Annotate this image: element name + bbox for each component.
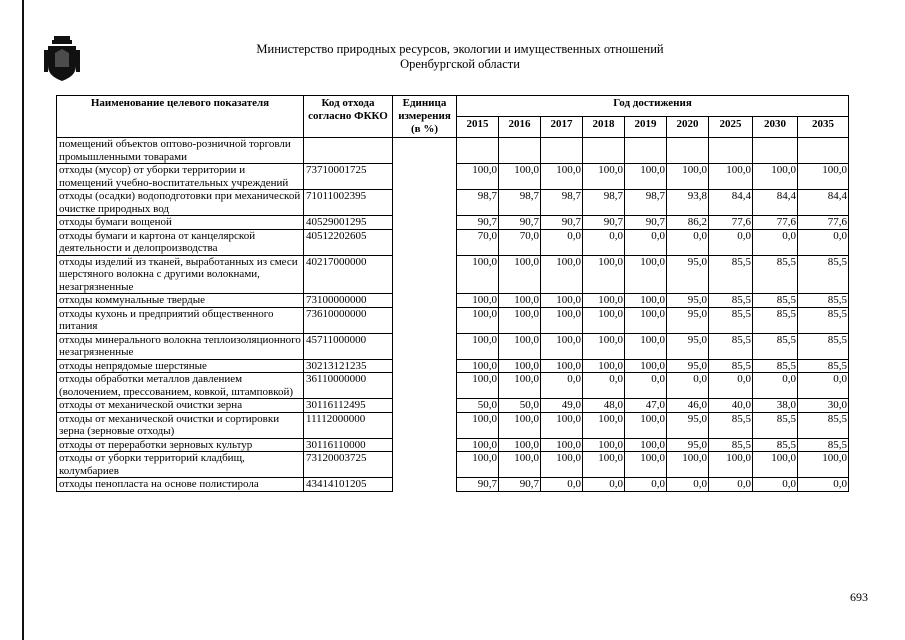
year-value: 0,0 <box>753 478 798 492</box>
year-value: 98,7 <box>499 190 541 216</box>
year-value: 100,0 <box>625 164 667 190</box>
year-value: 100,0 <box>541 294 583 308</box>
year-header: 2025 <box>709 117 753 138</box>
fkko-code: 71011002395 <box>304 190 393 216</box>
year-value: 85,5 <box>709 359 753 373</box>
col-header-name: Наименование целевого показателя <box>57 96 304 138</box>
year-value: 95,0 <box>667 255 709 294</box>
year-value: 100,0 <box>457 438 499 452</box>
unit-cell <box>393 399 457 413</box>
unit-cell <box>393 255 457 294</box>
year-value: 0,0 <box>667 478 709 492</box>
fkko-code <box>304 138 393 164</box>
year-value: 0,0 <box>541 229 583 255</box>
year-value <box>798 138 849 164</box>
year-value: 100,0 <box>499 452 541 478</box>
unit-cell <box>393 190 457 216</box>
year-value: 85,5 <box>798 255 849 294</box>
year-value: 100,0 <box>499 438 541 452</box>
year-header: 2016 <box>499 117 541 138</box>
year-value: 85,5 <box>798 438 849 452</box>
year-value: 100,0 <box>499 359 541 373</box>
indicator-name: отходы от механической очистки и сортировки зерна (зерновые отходы) <box>57 412 304 438</box>
year-value: 100,0 <box>583 333 625 359</box>
table-row <box>57 478 849 492</box>
year-value: 100,0 <box>499 333 541 359</box>
coat-of-arms-icon <box>44 36 80 82</box>
fkko-code: 40529001295 <box>304 216 393 230</box>
year-value: 40,0 <box>709 399 753 413</box>
indicator-name: отходы непрядомые шерстяные <box>57 359 304 373</box>
year-value: 100,0 <box>499 373 541 399</box>
unit-cell <box>393 438 457 452</box>
year-header: 2030 <box>753 117 798 138</box>
year-value: 85,5 <box>753 333 798 359</box>
year-value: 100,0 <box>499 412 541 438</box>
year-value: 90,7 <box>499 216 541 230</box>
year-value: 0,0 <box>753 229 798 255</box>
year-value: 84,4 <box>798 190 849 216</box>
fkko-code: 45711000000 <box>304 333 393 359</box>
year-value: 50,0 <box>499 399 541 413</box>
year-value: 95,0 <box>667 333 709 359</box>
year-value: 100,0 <box>625 333 667 359</box>
indicator-name: отходы минерального волокна теплоизоляционного незагрязненные <box>57 333 304 359</box>
year-value: 47,0 <box>625 399 667 413</box>
year-value: 95,0 <box>667 412 709 438</box>
col-header-code: Код отхода согласно ФККО <box>304 96 393 138</box>
year-value: 100,0 <box>667 164 709 190</box>
year-value: 90,7 <box>499 478 541 492</box>
table-row <box>57 164 849 190</box>
fkko-code: 40217000000 <box>304 255 393 294</box>
year-value: 100,0 <box>541 452 583 478</box>
year-value: 100,0 <box>583 294 625 308</box>
year-value: 0,0 <box>625 229 667 255</box>
year-value: 100,0 <box>625 438 667 452</box>
year-value: 100,0 <box>583 255 625 294</box>
year-value: 90,7 <box>541 216 583 230</box>
year-header: 2035 <box>798 117 849 138</box>
year-value: 95,0 <box>667 438 709 452</box>
table-row <box>57 138 849 164</box>
indicator-name: отходы бумаги и картона от канцелярской деятельности и делопроизводства <box>57 229 304 255</box>
year-value: 100,0 <box>709 164 753 190</box>
year-value: 70,0 <box>457 229 499 255</box>
year-value: 85,5 <box>798 307 849 333</box>
year-value: 100,0 <box>625 294 667 308</box>
year-value: 90,7 <box>625 216 667 230</box>
year-value: 85,5 <box>753 255 798 294</box>
year-value: 85,5 <box>709 438 753 452</box>
indicator-name: отходы от уборки территорий кладбищ, колумбариев <box>57 452 304 478</box>
year-value: 100,0 <box>798 452 849 478</box>
year-value: 0,0 <box>709 478 753 492</box>
year-value: 0,0 <box>709 373 753 399</box>
year-value: 0,0 <box>541 478 583 492</box>
col-header-year-group: Год достижения <box>457 96 849 117</box>
fkko-code: 30213121235 <box>304 359 393 373</box>
year-value: 85,5 <box>709 294 753 308</box>
year-value: 100,0 <box>541 307 583 333</box>
fkko-code: 11112000000 <box>304 412 393 438</box>
table-row <box>57 412 849 438</box>
unit-cell <box>393 359 457 373</box>
fkko-code: 30116110000 <box>304 438 393 452</box>
year-value: 85,5 <box>709 307 753 333</box>
year-value: 0,0 <box>583 229 625 255</box>
year-value: 100,0 <box>753 452 798 478</box>
table-row <box>57 399 849 413</box>
year-value: 85,5 <box>753 294 798 308</box>
year-value: 100,0 <box>499 307 541 333</box>
year-value: 98,7 <box>583 190 625 216</box>
year-value: 70,0 <box>499 229 541 255</box>
year-value: 85,5 <box>753 307 798 333</box>
year-value: 100,0 <box>457 333 499 359</box>
year-value: 95,0 <box>667 294 709 308</box>
year-value: 100,0 <box>709 452 753 478</box>
unit-cell <box>393 216 457 230</box>
indicator-name: отходы (мусор) от уборки территории и помещений учебно-воспитательных учреждений <box>57 164 304 190</box>
year-value: 98,7 <box>625 190 667 216</box>
table-row <box>57 294 849 308</box>
year-value <box>541 138 583 164</box>
year-value: 100,0 <box>625 412 667 438</box>
year-value: 85,5 <box>753 359 798 373</box>
year-value: 0,0 <box>541 373 583 399</box>
year-value: 100,0 <box>541 438 583 452</box>
year-value: 100,0 <box>541 255 583 294</box>
year-value: 95,0 <box>667 307 709 333</box>
indicator-name: отходы пенопласта на основе полистирола <box>57 478 304 492</box>
year-value: 98,7 <box>541 190 583 216</box>
year-value: 100,0 <box>583 359 625 373</box>
year-value: 100,0 <box>499 294 541 308</box>
table-row <box>57 255 849 294</box>
year-value: 100,0 <box>457 164 499 190</box>
indicator-name: помещений объектов оптово-розничной торговли промышленными товарами <box>57 138 304 164</box>
year-value: 100,0 <box>541 412 583 438</box>
year-value: 0,0 <box>798 478 849 492</box>
year-header: 2019 <box>625 117 667 138</box>
header-line-1: Министерство природных ресурсов, экологии и имущественных отношений <box>256 42 664 56</box>
ministry-header <box>210 42 710 72</box>
year-value: 50,0 <box>457 399 499 413</box>
year-value: 100,0 <box>583 412 625 438</box>
year-value: 84,4 <box>709 190 753 216</box>
year-value: 100,0 <box>583 452 625 478</box>
year-value: 100,0 <box>457 373 499 399</box>
table-row <box>57 333 849 359</box>
year-value <box>709 138 753 164</box>
fkko-code: 30116112495 <box>304 399 393 413</box>
year-value: 0,0 <box>667 373 709 399</box>
year-value: 100,0 <box>541 359 583 373</box>
year-value: 100,0 <box>457 359 499 373</box>
year-value: 85,5 <box>753 412 798 438</box>
year-value: 48,0 <box>583 399 625 413</box>
year-value: 77,6 <box>798 216 849 230</box>
indicator-name: отходы от переработки зерновых культур <box>57 438 304 452</box>
year-value: 86,2 <box>667 216 709 230</box>
unit-cell <box>393 412 457 438</box>
targets-table <box>56 95 849 492</box>
year-value: 85,5 <box>709 333 753 359</box>
fkko-code: 40512202605 <box>304 229 393 255</box>
year-value <box>499 138 541 164</box>
header-line-2: Оренбургской области <box>400 57 520 71</box>
year-value: 30,0 <box>798 399 849 413</box>
unit-cell <box>393 229 457 255</box>
year-value: 0,0 <box>583 373 625 399</box>
fkko-code: 73120003725 <box>304 452 393 478</box>
year-value: 100,0 <box>753 164 798 190</box>
year-header: 2018 <box>583 117 625 138</box>
indicator-name: отходы обработки металлов давлением (волочением, прессованием, ковкой, штамповкой) <box>57 373 304 399</box>
year-value: 85,5 <box>798 412 849 438</box>
indicator-name: отходы кухонь и предприятий общественного питания <box>57 307 304 333</box>
indicator-name: отходы (осадки) водоподготовки при механической очистке природных вод <box>57 190 304 216</box>
year-value: 0,0 <box>798 229 849 255</box>
year-value: 0,0 <box>753 373 798 399</box>
year-value: 98,7 <box>457 190 499 216</box>
table-row <box>57 190 849 216</box>
year-value <box>753 138 798 164</box>
year-value <box>457 138 499 164</box>
year-header: 2015 <box>457 117 499 138</box>
table-row <box>57 452 849 478</box>
indicator-name: отходы бумаги вощеной <box>57 216 304 230</box>
fkko-code: 73100000000 <box>304 294 393 308</box>
table-row <box>57 359 849 373</box>
table-row <box>57 229 849 255</box>
year-value: 100,0 <box>583 438 625 452</box>
year-value: 100,0 <box>457 412 499 438</box>
unit-cell <box>393 373 457 399</box>
year-value: 100,0 <box>499 255 541 294</box>
table-row <box>57 373 849 399</box>
year-value: 0,0 <box>667 229 709 255</box>
year-value: 90,7 <box>457 478 499 492</box>
unit-cell <box>393 478 457 492</box>
year-value: 84,4 <box>753 190 798 216</box>
table-row <box>57 307 849 333</box>
year-value: 85,5 <box>798 333 849 359</box>
year-value: 100,0 <box>457 255 499 294</box>
indicator-name: отходы от механической очистки зерна <box>57 399 304 413</box>
year-value: 95,0 <box>667 359 709 373</box>
indicator-name: отходы изделий из тканей, выработанных из смеси шерстяного волокна с другими волокнами, незагрязненные <box>57 255 304 294</box>
year-value: 100,0 <box>625 307 667 333</box>
year-value: 100,0 <box>625 255 667 294</box>
year-value: 100,0 <box>541 164 583 190</box>
year-value: 100,0 <box>583 307 625 333</box>
year-header: 2020 <box>667 117 709 138</box>
year-value: 85,5 <box>709 412 753 438</box>
year-value: 90,7 <box>583 216 625 230</box>
year-value: 0,0 <box>709 229 753 255</box>
year-value: 100,0 <box>457 307 499 333</box>
page-left-edge <box>22 0 24 640</box>
year-value: 38,0 <box>753 399 798 413</box>
unit-cell <box>393 294 457 308</box>
fkko-code: 43414101205 <box>304 478 393 492</box>
year-value: 100,0 <box>457 452 499 478</box>
fkko-code: 73610000000 <box>304 307 393 333</box>
year-value: 100,0 <box>583 164 625 190</box>
year-value: 100,0 <box>625 359 667 373</box>
unit-cell <box>393 452 457 478</box>
year-value: 0,0 <box>583 478 625 492</box>
year-value: 100,0 <box>499 164 541 190</box>
page-number: 693 <box>850 590 868 604</box>
unit-cell <box>393 333 457 359</box>
unit-cell <box>393 164 457 190</box>
year-value: 100,0 <box>541 333 583 359</box>
year-value: 85,5 <box>709 255 753 294</box>
unit-cell <box>393 138 457 164</box>
year-value: 85,5 <box>798 359 849 373</box>
year-value: 0,0 <box>625 373 667 399</box>
year-value: 100,0 <box>798 164 849 190</box>
year-value: 0,0 <box>798 373 849 399</box>
year-value: 93,8 <box>667 190 709 216</box>
year-value <box>625 138 667 164</box>
year-value: 85,5 <box>798 294 849 308</box>
fkko-code: 73710001725 <box>304 164 393 190</box>
year-value: 77,6 <box>709 216 753 230</box>
unit-cell <box>393 307 457 333</box>
year-value <box>667 138 709 164</box>
year-value: 49,0 <box>541 399 583 413</box>
table-row <box>57 438 849 452</box>
year-value: 0,0 <box>625 478 667 492</box>
year-value: 100,0 <box>667 452 709 478</box>
fkko-code: 36110000000 <box>304 373 393 399</box>
table-row <box>57 216 849 230</box>
year-value: 90,7 <box>457 216 499 230</box>
year-value: 85,5 <box>753 438 798 452</box>
year-header: 2017 <box>541 117 583 138</box>
year-value: 46,0 <box>667 399 709 413</box>
year-value: 100,0 <box>457 294 499 308</box>
year-value <box>583 138 625 164</box>
col-header-unit: Единица измерения (в %) <box>393 96 457 138</box>
indicator-name: отходы коммунальные твердые <box>57 294 304 308</box>
year-value: 77,6 <box>753 216 798 230</box>
year-value: 100,0 <box>625 452 667 478</box>
